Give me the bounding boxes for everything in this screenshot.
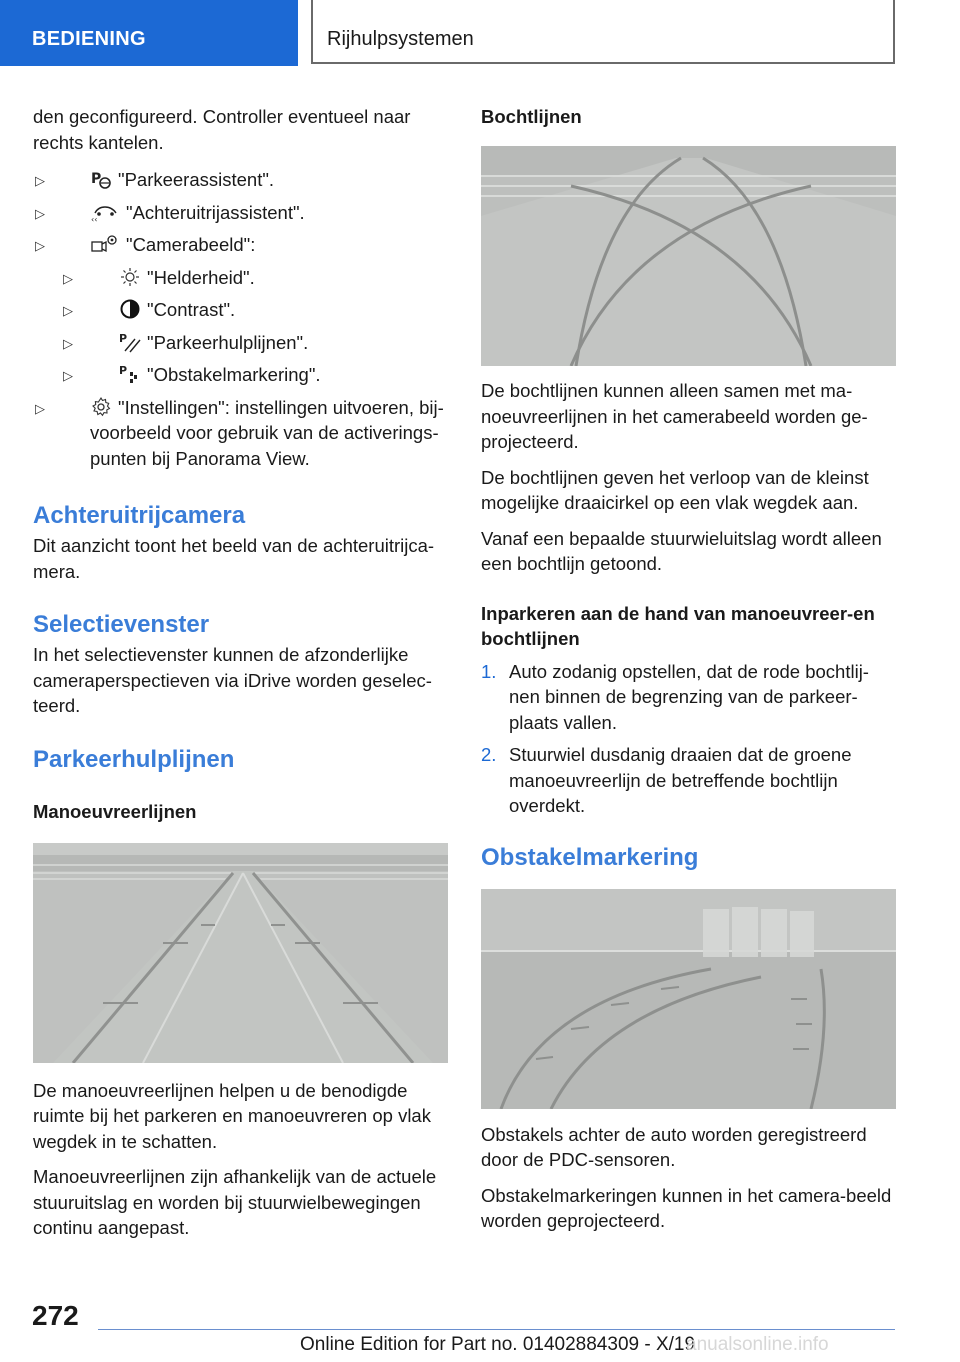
footer-edition: Online Edition for Part no. 01402884309 - X/19 — [300, 1334, 696, 1355]
heading-curve-lines: Bochtlijnen — [481, 106, 582, 127]
chapter-title: Rijhulpsystemen — [311, 0, 895, 64]
contrast-icon — [119, 298, 141, 320]
heading-selection-window: Selectievenster — [33, 611, 210, 638]
list-item-label: "Obstakelmarkering". — [147, 364, 321, 385]
list-item-label: "Parkeerhulplijnen". — [147, 331, 309, 353]
reversing-assistant-icon — [90, 201, 120, 223]
brightness-icon — [119, 266, 141, 288]
step-number: 2. — [481, 744, 497, 765]
triangle-bullet-icon: ▷ — [63, 335, 73, 351]
maneuver-lines-figure — [33, 843, 448, 1063]
svg-text:‹‹: ‹‹ — [91, 214, 98, 223]
heading-obstacle-marking: Obstakelmarkering — [481, 843, 699, 871]
svg-text:P: P — [119, 364, 128, 377]
curve-lines-figure — [481, 146, 896, 366]
heading-parking-lines: Parkeerhulplijnen — [33, 745, 235, 773]
list-item-label: "Instellingen": instellingen uitvoeren, bij-voorbeeld voor gebruik van de activerings-punten bij Panorama View. — [90, 396, 444, 469]
list-item-label: "Achteruitrijassistent". — [126, 201, 305, 223]
list-item-label: "Camerabeeld": — [126, 234, 256, 255]
triangle-bullet-icon: ▷ — [35, 173, 45, 188]
parking-assistant-icon — [90, 168, 112, 190]
page-number: 272 — [32, 1300, 79, 1331]
triangle-bullet-icon: ▷ — [63, 368, 73, 383]
camera-view-icon — [90, 233, 120, 255]
section-tab: BEDIENING — [0, 0, 298, 66]
heading-rear-camera: Achteruitrijcamera — [33, 502, 246, 529]
intro-text: den geconfigureerd. Controller eventueel naar rechts kantelen. — [33, 106, 411, 153]
triangle-bullet-icon: ▷ — [35, 205, 45, 221]
list-subitem-brightness — [33, 265, 448, 291]
list-item-reversing-assistant — [33, 200, 448, 226]
svg-text:P: P — [119, 331, 128, 345]
list-item-label: "Contrast". — [147, 299, 236, 320]
left-column — [33, 104, 448, 1251]
maneuver-text-1: De manoeuvreerlijnen helpen u de benodigde ruimte bij het parkeren en manoeuvreren op vlak wegdek in te schatten. — [33, 1079, 431, 1152]
curve-lines-text-1: De bochtlijnen kunnen alleen samen met ma-noeuvreerlijnen in het camerabeeld worden ge-projecteerd. — [481, 380, 868, 452]
triangle-bullet-icon: ▷ — [63, 303, 73, 318]
obstacle-text-2: Obstakelmarkeringen kunnen in het camera-beeld worden geprojecteerd. — [481, 1184, 892, 1231]
obstacle-text-1: Obstakels achter de auto worden geregistreerd door de PDC-sensoren. — [481, 1123, 867, 1170]
maneuver-text-2: Manoeuvreerlijnen zijn afhankelijk van de actuele stuuruitslag en worden bij stuurwielbewegingen continu aangepast. — [33, 1166, 437, 1238]
watermark: anualsonline.info — [686, 1334, 829, 1355]
list-subitem-contrast — [33, 297, 448, 323]
list-item-settings — [33, 395, 448, 472]
step-item — [481, 742, 896, 819]
step-number: 1. — [481, 660, 497, 682]
triangle-bullet-icon: ▷ — [35, 400, 45, 416]
list-item-camera-view — [33, 232, 448, 258]
step-item — [481, 659, 896, 736]
triangle-bullet-icon: ▷ — [35, 238, 45, 253]
right-column — [481, 104, 896, 1244]
list-subitem-obstacle-marking — [33, 362, 448, 388]
obstacle-marking-icon — [119, 363, 141, 385]
rear-camera-text: Dit aanzicht toont het beeld van de achteruitrijca-mera. — [33, 535, 435, 582]
curve-lines-text-2: De bochtlijnen geven het verloop van de kleinst mogelijke draaicirkel op een vlak wegdek aan. — [481, 466, 869, 513]
list-item-label: "Parkeerassistent". — [118, 169, 275, 190]
svg-text:P: P — [91, 171, 102, 187]
list-item-parking-assistant — [33, 167, 448, 193]
footer-divider — [98, 1329, 895, 1330]
step-text: Auto zodanig opstellen, dat de rode bochtlij-nen binnen de begrenzing van de parkeer-plaats vallen. — [509, 660, 869, 733]
selection-window-text: In het selectievenster kunnen de afzonderlijke cameraperspectieven via iDrive worden geselec-teerd. — [33, 644, 432, 716]
obstacle-marking-figure — [481, 889, 896, 1109]
curve-lines-text-3: Vanaf een bepaalde stuurwieluitslag wordt alleen een bochtlijn getoond. — [481, 527, 882, 574]
parking-lines-icon — [119, 331, 141, 353]
step-text: Stuurwiel dusdanig draaien dat de groene manoeuvreerlijn de betreffende bochtlijn overdekt. — [509, 744, 852, 816]
triangle-bullet-icon: ▷ — [63, 270, 73, 286]
list-item-label: "Helderheid". — [147, 266, 255, 288]
list-subitem-parking-lines — [33, 330, 448, 356]
heading-maneuver-lines: Manoeuvreerlijnen — [33, 800, 197, 822]
heading-parking-howto: Inparkeren aan de hand van manoeuvreer-en bochtlijnen — [481, 602, 875, 649]
settings-icon — [90, 396, 112, 418]
